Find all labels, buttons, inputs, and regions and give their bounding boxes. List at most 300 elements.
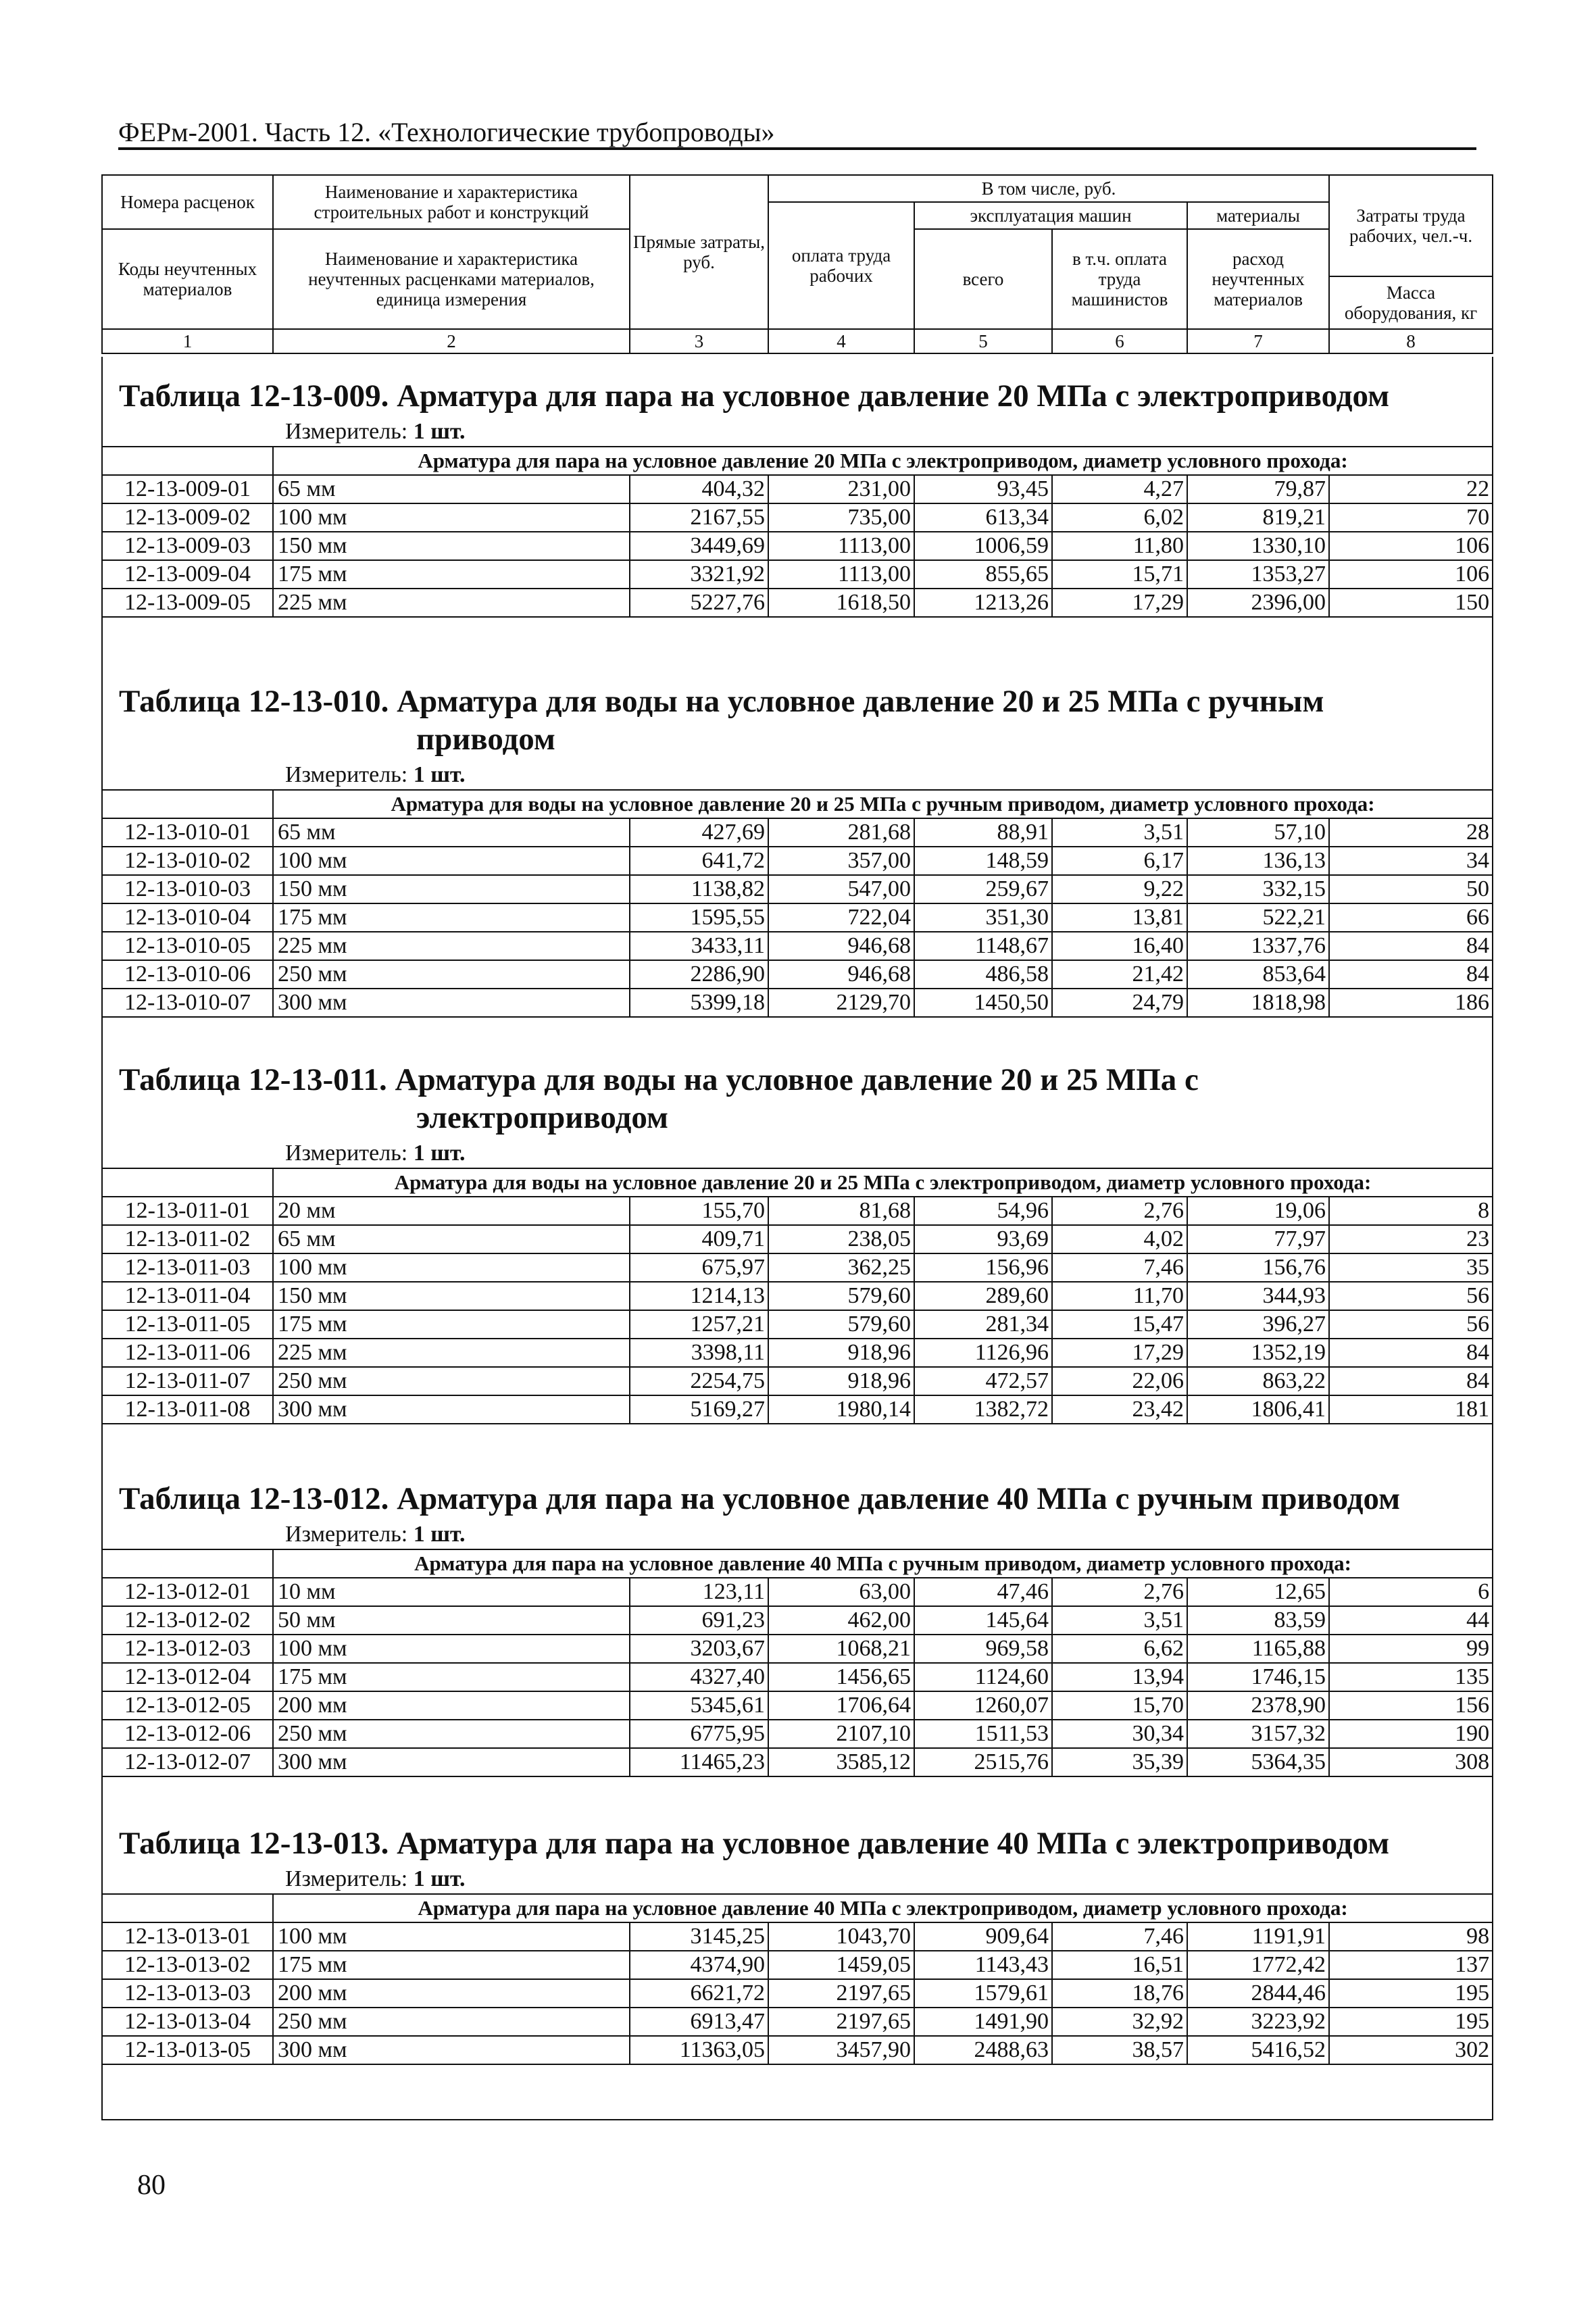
unit-value: 1 шт. <box>413 419 466 444</box>
value-cell: 4,02 <box>1052 1225 1187 1253</box>
rate-code-cell: 12-13-012-04 <box>102 1663 273 1691</box>
value-cell: 1806,41 <box>1187 1395 1329 1424</box>
table-row <box>102 932 1493 960</box>
value-cell: 32,92 <box>1052 2008 1187 2036</box>
rate-code-cell: 12-13-012-03 <box>102 1635 273 1663</box>
header-machines: эксплуатация машин <box>914 202 1187 229</box>
section-title-text: Таблица 12-13-012. Арматура для пара на условное давление 40 МПа с ручным приводом <box>119 1481 1401 1516</box>
table-row <box>102 1720 1493 1748</box>
section-title <box>101 1480 1492 1518</box>
value-cell: 1124,60 <box>914 1663 1052 1691</box>
diameter-cell: 100 мм <box>273 847 630 875</box>
value-cell: 1330,10 <box>1187 532 1329 560</box>
value-cell: 819,21 <box>1187 503 1329 532</box>
value-cell: 16,51 <box>1052 1951 1187 1979</box>
header-c5: всего <box>914 229 1052 329</box>
value-cell: 99 <box>1329 1635 1493 1663</box>
price-table-section <box>101 1824 1492 2065</box>
value-cell: 2378,90 <box>1187 1691 1329 1720</box>
value-cell: 1818,98 <box>1187 989 1329 1017</box>
header-rule <box>118 147 1476 150</box>
value-cell: 4327,40 <box>630 1663 768 1691</box>
value-cell: 11363,05 <box>630 2036 768 2064</box>
unit-line <box>101 418 1492 446</box>
subtitle-empty-cell <box>102 1894 273 1922</box>
value-cell: 84 <box>1329 960 1493 989</box>
value-cell: 3,51 <box>1052 818 1187 847</box>
section-title <box>101 1061 1492 1137</box>
rate-code-cell: 12-13-009-04 <box>102 560 273 589</box>
section-title-continuation: приводом <box>416 722 555 757</box>
diameter-cell: 175 мм <box>273 1310 630 1339</box>
subtitle-row <box>102 1549 1493 1578</box>
value-cell: 281,34 <box>914 1310 1052 1339</box>
page-number: 80 <box>137 2170 166 2201</box>
table-row <box>102 1578 1493 1606</box>
table-row <box>102 1310 1493 1339</box>
value-cell: 63,00 <box>768 1578 914 1606</box>
value-cell: 5227,76 <box>630 589 768 617</box>
diameter-cell: 300 мм <box>273 1748 630 1776</box>
value-cell: 1450,50 <box>914 989 1052 1017</box>
value-cell: 1459,05 <box>768 1951 914 1979</box>
price-table <box>101 446 1493 618</box>
unit-value: 1 шт. <box>413 762 466 787</box>
unit-label: Измеритель: <box>285 1866 408 1891</box>
rate-code-cell: 12-13-010-06 <box>102 960 273 989</box>
diameter-cell: 65 мм <box>273 818 630 847</box>
table-row <box>102 1253 1493 1282</box>
value-cell: 135 <box>1329 1663 1493 1691</box>
value-cell: 3457,90 <box>768 2036 914 2064</box>
value-cell: 148,59 <box>914 847 1052 875</box>
value-cell: 308 <box>1329 1748 1493 1776</box>
value-cell: 38,57 <box>1052 2036 1187 2064</box>
section-title <box>101 377 1492 415</box>
price-table-section <box>101 377 1492 618</box>
value-cell: 522,21 <box>1187 903 1329 932</box>
unit-value: 1 шт. <box>413 1141 466 1166</box>
value-cell: 918,96 <box>768 1367 914 1395</box>
value-cell: 427,69 <box>630 818 768 847</box>
value-cell: 13,81 <box>1052 903 1187 932</box>
unit-value: 1 шт. <box>413 1522 466 1547</box>
value-cell: 47,46 <box>914 1578 1052 1606</box>
value-cell: 35,39 <box>1052 1748 1187 1776</box>
value-cell: 735,00 <box>768 503 914 532</box>
header-number: 4 <box>768 329 914 353</box>
rate-code-cell: 12-13-009-02 <box>102 503 273 532</box>
table-row <box>102 2008 1493 2036</box>
value-cell: 12,65 <box>1187 1578 1329 1606</box>
value-cell: 84 <box>1329 932 1493 960</box>
price-table <box>101 789 1493 1018</box>
value-cell: 1746,15 <box>1187 1663 1329 1691</box>
value-cell: 19,06 <box>1187 1197 1329 1225</box>
value-cell: 2396,00 <box>1187 589 1329 617</box>
value-cell: 81,68 <box>768 1197 914 1225</box>
value-cell: 93,69 <box>914 1225 1052 1253</box>
rate-code-cell: 12-13-011-05 <box>102 1310 273 1339</box>
value-cell: 6,17 <box>1052 847 1187 875</box>
table-row <box>102 1606 1493 1635</box>
value-cell: 6775,95 <box>630 1720 768 1748</box>
diameter-cell: 20 мм <box>273 1197 630 1225</box>
value-cell: 22 <box>1329 475 1493 503</box>
unit-line <box>101 1865 1492 1893</box>
value-cell: 13,94 <box>1052 1663 1187 1691</box>
rate-code-cell: 12-13-010-07 <box>102 989 273 1017</box>
value-cell: 918,96 <box>768 1339 914 1367</box>
table-row <box>102 1922 1493 1951</box>
rate-code-cell: 12-13-013-05 <box>102 2036 273 2064</box>
value-cell: 1706,64 <box>768 1691 914 1720</box>
value-cell: 1165,88 <box>1187 1635 1329 1663</box>
diameter-cell: 250 мм <box>273 2008 630 2036</box>
table-row <box>102 1663 1493 1691</box>
value-cell: 1138,82 <box>630 875 768 903</box>
rate-code-cell: 12-13-013-04 <box>102 2008 273 2036</box>
diameter-cell: 65 мм <box>273 1225 630 1253</box>
value-cell: 6621,72 <box>630 1979 768 2008</box>
header-materials: материалы <box>1187 202 1329 229</box>
value-cell: 946,68 <box>768 932 914 960</box>
value-cell: 613,34 <box>914 503 1052 532</box>
diameter-cell: 10 мм <box>273 1578 630 1606</box>
value-cell: 1491,90 <box>914 2008 1052 2036</box>
subtitle-empty-cell <box>102 1549 273 1578</box>
diameter-cell: 150 мм <box>273 532 630 560</box>
value-cell: 1980,14 <box>768 1395 914 1424</box>
value-cell: 1511,53 <box>914 1720 1052 1748</box>
value-cell: 145,64 <box>914 1606 1052 1635</box>
value-cell: 23,42 <box>1052 1395 1187 1424</box>
value-cell: 3145,25 <box>630 1922 768 1951</box>
value-cell: 1214,13 <box>630 1282 768 1310</box>
value-cell: 1260,07 <box>914 1691 1052 1720</box>
rate-code-cell: 12-13-012-02 <box>102 1606 273 1635</box>
value-cell: 79,87 <box>1187 475 1329 503</box>
value-cell: 641,72 <box>630 847 768 875</box>
diameter-cell: 300 мм <box>273 989 630 1017</box>
value-cell: 6,02 <box>1052 503 1187 532</box>
value-cell: 98 <box>1329 1922 1493 1951</box>
value-cell: 28 <box>1329 818 1493 847</box>
value-cell: 186 <box>1329 989 1493 1017</box>
value-cell: 1579,61 <box>914 1979 1052 2008</box>
value-cell: 11,70 <box>1052 1282 1187 1310</box>
rate-code-cell: 12-13-011-07 <box>102 1367 273 1395</box>
subtitle-empty-cell <box>102 447 273 475</box>
section-title <box>101 1824 1492 1862</box>
diameter-cell: 175 мм <box>273 903 630 932</box>
value-cell: 2254,75 <box>630 1367 768 1395</box>
value-cell: 24,79 <box>1052 989 1187 1017</box>
value-cell: 17,29 <box>1052 1339 1187 1367</box>
table-row <box>102 1225 1493 1253</box>
diameter-cell: 225 мм <box>273 932 630 960</box>
value-cell: 137 <box>1329 1951 1493 1979</box>
value-cell: 22,06 <box>1052 1367 1187 1395</box>
price-table <box>101 1893 1493 2065</box>
value-cell: 2844,46 <box>1187 1979 1329 2008</box>
rate-code-cell: 12-13-009-01 <box>102 475 273 503</box>
value-cell: 7,46 <box>1052 1922 1187 1951</box>
header-number: 8 <box>1329 329 1493 353</box>
rate-code-cell: 12-13-013-02 <box>102 1951 273 1979</box>
value-cell: 722,04 <box>768 903 914 932</box>
rate-code-cell: 12-13-013-03 <box>102 1979 273 2008</box>
section-title-text: Таблица 12-13-009. Арматура для пара на условное давление 20 МПа с электроприводом <box>119 378 1390 414</box>
diameter-cell: 200 мм <box>273 1979 630 2008</box>
table-row <box>102 589 1493 617</box>
value-cell: 56 <box>1329 1282 1493 1310</box>
value-cell: 462,00 <box>768 1606 914 1635</box>
value-cell: 4374,90 <box>630 1951 768 1979</box>
value-cell: 44 <box>1329 1606 1493 1635</box>
table-row <box>102 1979 1493 2008</box>
table-row <box>102 989 1493 1017</box>
value-cell: 84 <box>1329 1339 1493 1367</box>
value-cell: 259,67 <box>914 875 1052 903</box>
diameter-cell: 175 мм <box>273 1951 630 1979</box>
value-cell: 88,91 <box>914 818 1052 847</box>
value-cell: 579,60 <box>768 1282 914 1310</box>
value-cell: 18,76 <box>1052 1979 1187 2008</box>
diameter-cell: 200 мм <box>273 1691 630 1720</box>
table-row <box>102 1197 1493 1225</box>
value-cell: 155,70 <box>630 1197 768 1225</box>
value-cell: 8 <box>1329 1197 1493 1225</box>
value-cell: 2107,10 <box>768 1720 914 1748</box>
diameter-cell: 300 мм <box>273 1395 630 1424</box>
table-row <box>102 847 1493 875</box>
header-number: 1 <box>102 329 273 353</box>
table-row <box>102 560 1493 589</box>
rate-code-cell: 12-13-010-05 <box>102 932 273 960</box>
value-cell: 1113,00 <box>768 560 914 589</box>
value-cell: 15,47 <box>1052 1310 1187 1339</box>
value-cell: 2197,65 <box>768 2008 914 2036</box>
unit-label: Измеритель: <box>285 1522 408 1547</box>
subtitle-empty-cell <box>102 1168 273 1197</box>
value-cell: 181 <box>1329 1395 1493 1424</box>
section-title-continuation: электроприводом <box>416 1100 668 1135</box>
diameter-cell: 250 мм <box>273 1720 630 1748</box>
value-cell: 156 <box>1329 1691 1493 1720</box>
diameter-cell: 100 мм <box>273 1253 630 1282</box>
header-c7: расход неучтенных материалов <box>1187 229 1329 329</box>
rate-code-cell: 12-13-012-06 <box>102 1720 273 1748</box>
value-cell: 1337,76 <box>1187 932 1329 960</box>
diameter-cell: 150 мм <box>273 1282 630 1310</box>
value-cell: 691,23 <box>630 1606 768 1635</box>
value-cell: 1143,43 <box>914 1951 1052 1979</box>
rate-code-cell: 12-13-009-03 <box>102 532 273 560</box>
value-cell: 2488,63 <box>914 2036 1052 2064</box>
value-cell: 83,59 <box>1187 1606 1329 1635</box>
diameter-cell: 175 мм <box>273 1663 630 1691</box>
unit-label: Измеритель: <box>285 419 408 444</box>
value-cell: 3223,92 <box>1187 2008 1329 2036</box>
value-cell: 1191,91 <box>1187 1922 1329 1951</box>
value-cell: 5416,52 <box>1187 2036 1329 2064</box>
value-cell: 34 <box>1329 847 1493 875</box>
value-cell: 5345,61 <box>630 1691 768 1720</box>
value-cell: 2286,90 <box>630 960 768 989</box>
value-cell: 3449,69 <box>630 532 768 560</box>
header-c8-bottom: Масса оборудования, кг <box>1329 276 1493 329</box>
table-row <box>102 503 1493 532</box>
value-cell: 1126,96 <box>914 1339 1052 1367</box>
value-cell: 5169,27 <box>630 1395 768 1424</box>
table-row <box>102 1395 1493 1424</box>
price-table-section <box>101 1480 1492 1777</box>
value-cell: 396,27 <box>1187 1310 1329 1339</box>
diameter-cell: 300 мм <box>273 2036 630 2064</box>
value-cell: 30,34 <box>1052 1720 1187 1748</box>
table-subtitle: Арматура для пара на условное давление 20 МПа с электроприводом, диаметр условного прохода: <box>273 447 1493 475</box>
diameter-cell: 225 мм <box>273 589 630 617</box>
value-cell: 853,64 <box>1187 960 1329 989</box>
value-cell: 3585,12 <box>768 1748 914 1776</box>
rate-code-cell: 12-13-009-05 <box>102 589 273 617</box>
header-number: 5 <box>914 329 1052 353</box>
value-cell: 1257,21 <box>630 1310 768 1339</box>
rate-code-cell: 12-13-010-01 <box>102 818 273 847</box>
rate-code-cell: 12-13-011-04 <box>102 1282 273 1310</box>
value-cell: 6,62 <box>1052 1635 1187 1663</box>
subtitle-row <box>102 447 1493 475</box>
table-subtitle: Арматура для воды на условное давление 20 и 25 МПа с ручным приводом, диаметр условного прохода: <box>273 790 1493 818</box>
price-table-section <box>101 682 1492 1018</box>
value-cell: 54,96 <box>914 1197 1052 1225</box>
value-cell: 56 <box>1329 1310 1493 1339</box>
diameter-cell: 250 мм <box>273 960 630 989</box>
unit-value: 1 шт. <box>413 1866 466 1891</box>
subtitle-row <box>102 1168 1493 1197</box>
subtitle-row <box>102 1894 1493 1922</box>
value-cell: 136,13 <box>1187 847 1329 875</box>
table-row <box>102 2036 1493 2064</box>
table-row <box>102 818 1493 847</box>
rate-code-cell: 12-13-010-02 <box>102 847 273 875</box>
value-cell: 35 <box>1329 1253 1493 1282</box>
value-cell: 863,22 <box>1187 1367 1329 1395</box>
value-cell: 6913,47 <box>630 2008 768 2036</box>
value-cell: 7,46 <box>1052 1253 1187 1282</box>
header-c2-top: Наименование и характеристика строительных работ и конструкций <box>273 175 630 229</box>
value-cell: 4,27 <box>1052 475 1187 503</box>
table-row <box>102 1367 1493 1395</box>
value-cell: 156,96 <box>914 1253 1052 1282</box>
value-cell: 1382,72 <box>914 1395 1052 1424</box>
header-c4: оплата труда рабочих <box>768 202 914 329</box>
subtitle-row <box>102 790 1493 818</box>
value-cell: 11,80 <box>1052 532 1187 560</box>
diameter-cell: 65 мм <box>273 475 630 503</box>
value-cell: 1043,70 <box>768 1922 914 1951</box>
value-cell: 351,30 <box>914 903 1052 932</box>
table-row <box>102 1951 1493 1979</box>
unit-line <box>101 1139 1492 1168</box>
value-cell: 195 <box>1329 1979 1493 2008</box>
value-cell: 1772,42 <box>1187 1951 1329 1979</box>
value-cell: 106 <box>1329 560 1493 589</box>
value-cell: 946,68 <box>768 960 914 989</box>
value-cell: 1618,50 <box>768 589 914 617</box>
header-c1-top: Номера расценок <box>102 175 273 229</box>
value-cell: 855,65 <box>914 560 1052 589</box>
value-cell: 3321,92 <box>630 560 768 589</box>
value-cell: 332,15 <box>1187 875 1329 903</box>
table-row <box>102 475 1493 503</box>
value-cell: 3398,11 <box>630 1339 768 1367</box>
value-cell: 6 <box>1329 1578 1493 1606</box>
value-cell: 3203,67 <box>630 1635 768 1663</box>
rate-code-cell: 12-13-010-03 <box>102 875 273 903</box>
header-c8-top: Затраты труда рабочих, чел.-ч. <box>1329 175 1493 276</box>
value-cell: 547,00 <box>768 875 914 903</box>
header-group: В том числе, руб. <box>768 175 1329 202</box>
value-cell: 2129,70 <box>768 989 914 1017</box>
unit-label: Измеритель: <box>285 1141 408 1166</box>
value-cell: 9,22 <box>1052 875 1187 903</box>
value-cell: 302 <box>1329 2036 1493 2064</box>
table-row <box>102 1748 1493 1776</box>
value-cell: 409,71 <box>630 1225 768 1253</box>
value-cell: 1456,65 <box>768 1663 914 1691</box>
header-number: 2 <box>273 329 630 353</box>
value-cell: 404,32 <box>630 475 768 503</box>
diameter-cell: 175 мм <box>273 560 630 589</box>
table-row <box>102 532 1493 560</box>
rate-code-cell: 12-13-012-01 <box>102 1578 273 1606</box>
diameter-cell: 100 мм <box>273 503 630 532</box>
value-cell: 289,60 <box>914 1282 1052 1310</box>
value-cell: 357,00 <box>768 847 914 875</box>
unit-line <box>101 761 1492 789</box>
value-cell: 15,70 <box>1052 1691 1187 1720</box>
price-table <box>101 1168 1493 1424</box>
table-row <box>102 1282 1493 1310</box>
value-cell: 3433,11 <box>630 932 768 960</box>
value-cell: 1213,26 <box>914 589 1052 617</box>
value-cell: 3,51 <box>1052 1606 1187 1635</box>
price-table-section <box>101 1061 1492 1424</box>
value-cell: 1352,19 <box>1187 1339 1329 1367</box>
value-cell: 1148,67 <box>914 932 1052 960</box>
value-cell: 2167,55 <box>630 503 768 532</box>
table-row <box>102 875 1493 903</box>
value-cell: 238,05 <box>768 1225 914 1253</box>
diameter-cell: 250 мм <box>273 1367 630 1395</box>
price-table <box>101 1549 1493 1777</box>
diameter-cell: 50 мм <box>273 1606 630 1635</box>
value-cell: 231,00 <box>768 475 914 503</box>
value-cell: 190 <box>1329 1720 1493 1748</box>
rate-code-cell: 12-13-013-01 <box>102 1922 273 1951</box>
value-cell: 93,45 <box>914 475 1052 503</box>
value-cell: 15,71 <box>1052 560 1187 589</box>
table-subtitle: Арматура для пара на условное давление 40 МПа с ручным приводом, диаметр условного прохода: <box>273 1549 1493 1578</box>
value-cell: 77,97 <box>1187 1225 1329 1253</box>
header-c3: Прямые затраты, руб. <box>630 175 768 329</box>
value-cell: 1353,27 <box>1187 560 1329 589</box>
value-cell: 2515,76 <box>914 1748 1052 1776</box>
value-cell: 150 <box>1329 589 1493 617</box>
table-row <box>102 1691 1493 1720</box>
